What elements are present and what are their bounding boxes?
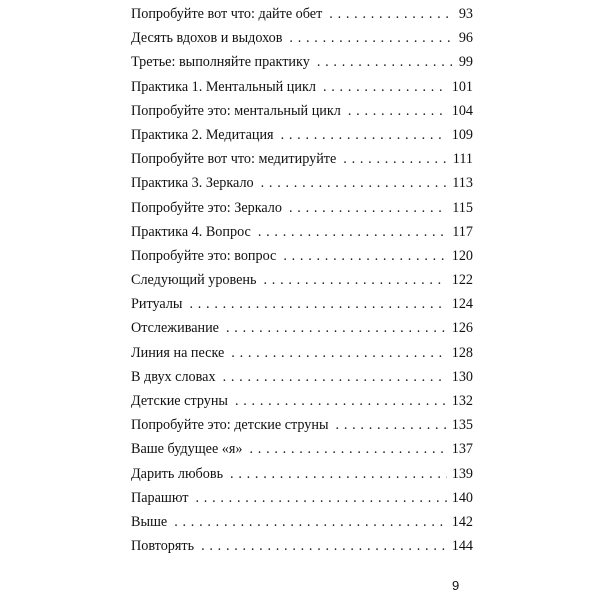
toc-dot-leader xyxy=(329,2,454,26)
toc-entry xyxy=(131,268,473,292)
toc-dot-leader xyxy=(289,196,447,220)
toc-entry-page-number: 109 xyxy=(451,126,473,143)
toc-entry xyxy=(131,220,473,244)
toc-entry xyxy=(131,99,473,123)
toc-entry-title: Ваше будущее «я» xyxy=(131,441,243,458)
toc-entry-title: Попробуйте вот что: медитируйте xyxy=(131,151,337,168)
toc-entry-page-number: 142 xyxy=(451,513,473,530)
toc-entry-page-number: 93 xyxy=(458,6,473,22)
toc-entry-title: Парашют xyxy=(131,489,189,506)
toc-dot-leader xyxy=(323,75,447,99)
toc-entry xyxy=(131,292,473,316)
toc-entry xyxy=(131,123,473,147)
toc-entry-page-number: 140 xyxy=(451,489,473,506)
toc-entry-page-number: 115 xyxy=(452,199,473,216)
toc-dot-leader xyxy=(348,99,447,123)
toc-entry-title: Попробуйте это: детские струны xyxy=(131,417,329,434)
toc-dot-leader xyxy=(263,268,446,292)
toc-entry-page-number: 135 xyxy=(451,417,473,434)
toc-entry-page-number: 126 xyxy=(451,320,473,337)
toc-entry-title: Практика 2. Медитация xyxy=(131,126,274,143)
toc-entry-page-number: 122 xyxy=(451,272,473,289)
toc-entry-title: Повторять xyxy=(131,538,195,555)
toc-entry xyxy=(131,365,473,389)
toc-entry-page-number: 120 xyxy=(451,247,473,264)
toc-dot-leader xyxy=(317,50,454,74)
toc-entry-page-number: 130 xyxy=(451,368,473,385)
toc-entry-page-number: 139 xyxy=(451,465,473,482)
toc-entry-page-number: 132 xyxy=(451,393,473,409)
toc-entry-page-number: 144 xyxy=(451,538,473,555)
toc-entry-title: Ритуалы xyxy=(131,296,183,313)
toc-dot-leader xyxy=(250,437,447,461)
toc-dot-leader xyxy=(283,244,446,268)
toc-entry-title: Выше xyxy=(131,513,168,530)
toc-entry-title: Отслеживание xyxy=(131,320,219,337)
toc-entry-title: Попробуйте это: вопрос xyxy=(131,247,277,264)
toc-entry xyxy=(131,196,473,220)
toc-entry xyxy=(131,171,473,195)
toc-entry-title: Дарить любовь xyxy=(131,465,224,482)
toc-dot-leader xyxy=(201,534,447,558)
toc-entry xyxy=(131,389,473,413)
toc-dot-leader xyxy=(336,413,447,437)
toc-entry-title: Практика 1. Ментальный цикл xyxy=(131,78,316,95)
toc-dot-leader xyxy=(230,462,447,486)
toc-entry xyxy=(131,486,473,510)
toc-dot-leader xyxy=(189,292,446,316)
toc-entry-page-number: 117 xyxy=(452,223,473,240)
toc-entry-title: Попробуйте это: Зеркало xyxy=(131,199,282,216)
toc-entry xyxy=(131,75,473,99)
toc-entry-page-number: 111 xyxy=(452,151,473,168)
toc-entry-title: Следующий уровень xyxy=(131,272,257,289)
toc-entry-page-number: 137 xyxy=(451,441,473,458)
toc-entry-title: Попробуйте это: ментальный цикл xyxy=(131,102,341,119)
toc-entry-title: В двух словах xyxy=(131,368,216,385)
toc-dot-leader xyxy=(174,510,447,534)
toc-entry xyxy=(131,316,473,340)
toc-entry-title: Десять вдохов и выдохов xyxy=(131,30,283,47)
toc-dot-leader xyxy=(223,365,447,389)
toc-dot-leader xyxy=(258,220,447,244)
toc-entry xyxy=(131,534,473,558)
toc-entry-title: Попробуйте вот что: дайте обет xyxy=(131,6,323,22)
toc-entry xyxy=(131,341,473,365)
toc-dot-leader xyxy=(231,341,446,365)
toc-entry xyxy=(131,462,473,486)
toc-entry-title: Практика 4. Вопрос xyxy=(131,223,251,240)
toc-dot-leader xyxy=(289,26,453,50)
toc-entry xyxy=(131,26,473,50)
toc-dot-leader xyxy=(195,486,446,510)
table-of-contents xyxy=(131,2,473,558)
toc-entry xyxy=(131,147,473,171)
toc-entry-page-number: 104 xyxy=(451,102,473,119)
toc-dot-leader xyxy=(235,389,447,413)
toc-entry-title: Третье: выполняйте практику xyxy=(131,54,310,71)
toc-entry-title: Линия на песке xyxy=(131,344,225,361)
toc-entry-page-number: 99 xyxy=(458,54,473,71)
toc-entry-title: Практика 3. Зеркало xyxy=(131,175,254,192)
toc-entry xyxy=(131,244,473,268)
toc-entry xyxy=(131,510,473,534)
toc-dot-leader xyxy=(281,123,447,147)
toc-entry xyxy=(131,413,473,437)
toc-entry xyxy=(131,437,473,461)
toc-entry-page-number: 96 xyxy=(458,30,473,47)
toc-entry-page-number: 101 xyxy=(451,78,473,95)
toc-entry-page-number: 128 xyxy=(451,344,473,361)
toc-entry-title: Детские струны xyxy=(131,393,228,409)
toc-entry xyxy=(131,50,473,74)
toc-entry xyxy=(131,2,473,26)
toc-entry-page-number: 124 xyxy=(451,296,473,313)
toc-dot-leader xyxy=(261,171,448,195)
toc-dot-leader xyxy=(343,147,447,171)
toc-entry-page-number: 113 xyxy=(452,175,473,192)
toc-dot-leader xyxy=(226,316,447,340)
page-number: 9 xyxy=(452,578,460,593)
